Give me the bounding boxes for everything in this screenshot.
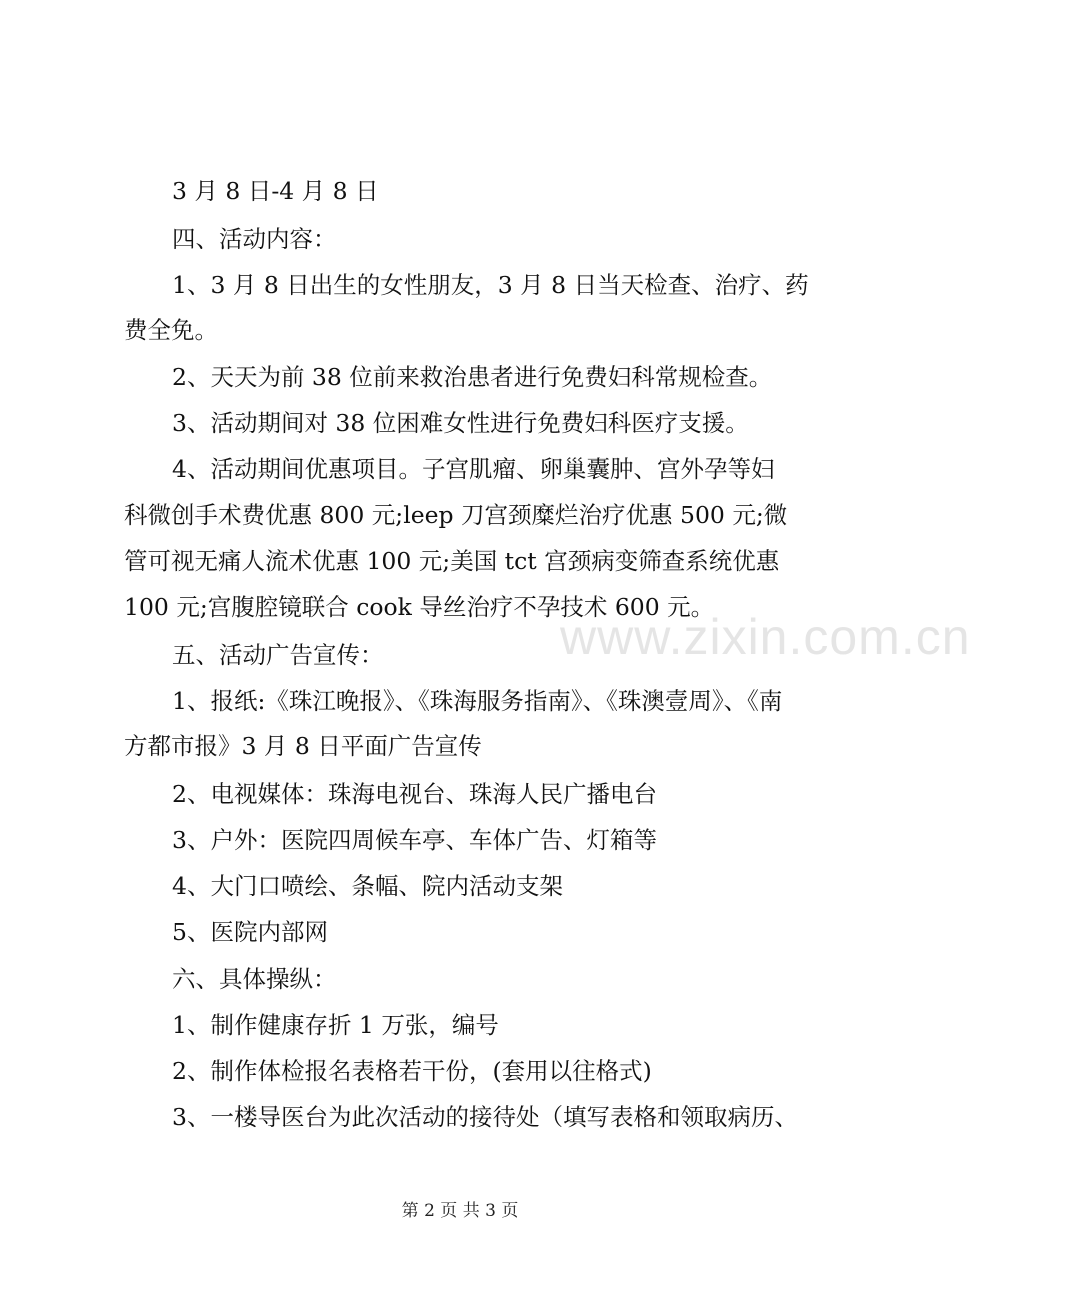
watermark-text: www.zixin.com.cn — [560, 609, 971, 665]
paragraph-line: 2、天天为前 38 位前来救治患者进行免费妇科常规检查。 — [172, 363, 773, 391]
paragraph-line: 5、医院内部网 — [172, 918, 328, 946]
paragraph-line: 1、报纸:《珠江晚报》、《珠海服务指南》、《珠澳壹周》、《南 — [172, 687, 783, 715]
paragraph-line: 1、3 月 8 日出生的女性朋友，3 月 8 日当天检查、治疗、药 — [172, 271, 809, 299]
paragraph-line: 4、大门口喷绘、条幅、院内活动支架 — [172, 872, 563, 900]
paragraph-line: 2、制作体检报名表格若干份，(套用以往格式) — [172, 1057, 652, 1085]
paragraph-line: 方都市报》3 月 8 日平面广告宣传 — [124, 732, 482, 760]
paragraph-line: 2、电视媒体：珠海电视台、珠海人民广播电台 — [172, 780, 657, 808]
paragraph-line: 1、制作健康存折 1 万张，编号 — [172, 1011, 499, 1039]
page-footer: 第 2 页 共 3 页 — [401, 1201, 519, 1221]
section-heading-activity-content: 四、活动内容： — [172, 225, 337, 253]
paragraph-line: 3、活动期间对 38 位困难女性进行免费妇科医疗支援。 — [172, 409, 749, 437]
date-range-line: 3 月 8 日-4 月 8 日 — [172, 177, 379, 205]
section-heading-operation: 六、具体操纵： — [172, 965, 337, 993]
paragraph-line: 费全免。 — [124, 316, 218, 344]
section-heading-advertising: 五、活动广告宣传： — [172, 641, 384, 669]
paragraph-line: 3、一楼导医台为此次活动的接待处（填写表格和领取病历、 — [172, 1103, 798, 1131]
paragraph-line: 管可视无痛人流术优惠 100 元;美国 tct 宫颈病变筛查系统优惠 — [124, 547, 780, 575]
paragraph-line: 4、活动期间优惠项目。子宫肌瘤、卵巢囊肿、宫外孕等妇 — [172, 455, 775, 483]
paragraph-line: 100 元;宫腹腔镜联合 cook 导丝治疗不孕技术 600 元。 — [124, 593, 715, 621]
paragraph-line: 科微创手术费优惠 800 元;leep 刀宫颈糜烂治疗优惠 500 元;微 — [124, 501, 788, 529]
paragraph-line: 3、户外：医院四周候车亭、车体广告、灯箱等 — [172, 826, 657, 854]
